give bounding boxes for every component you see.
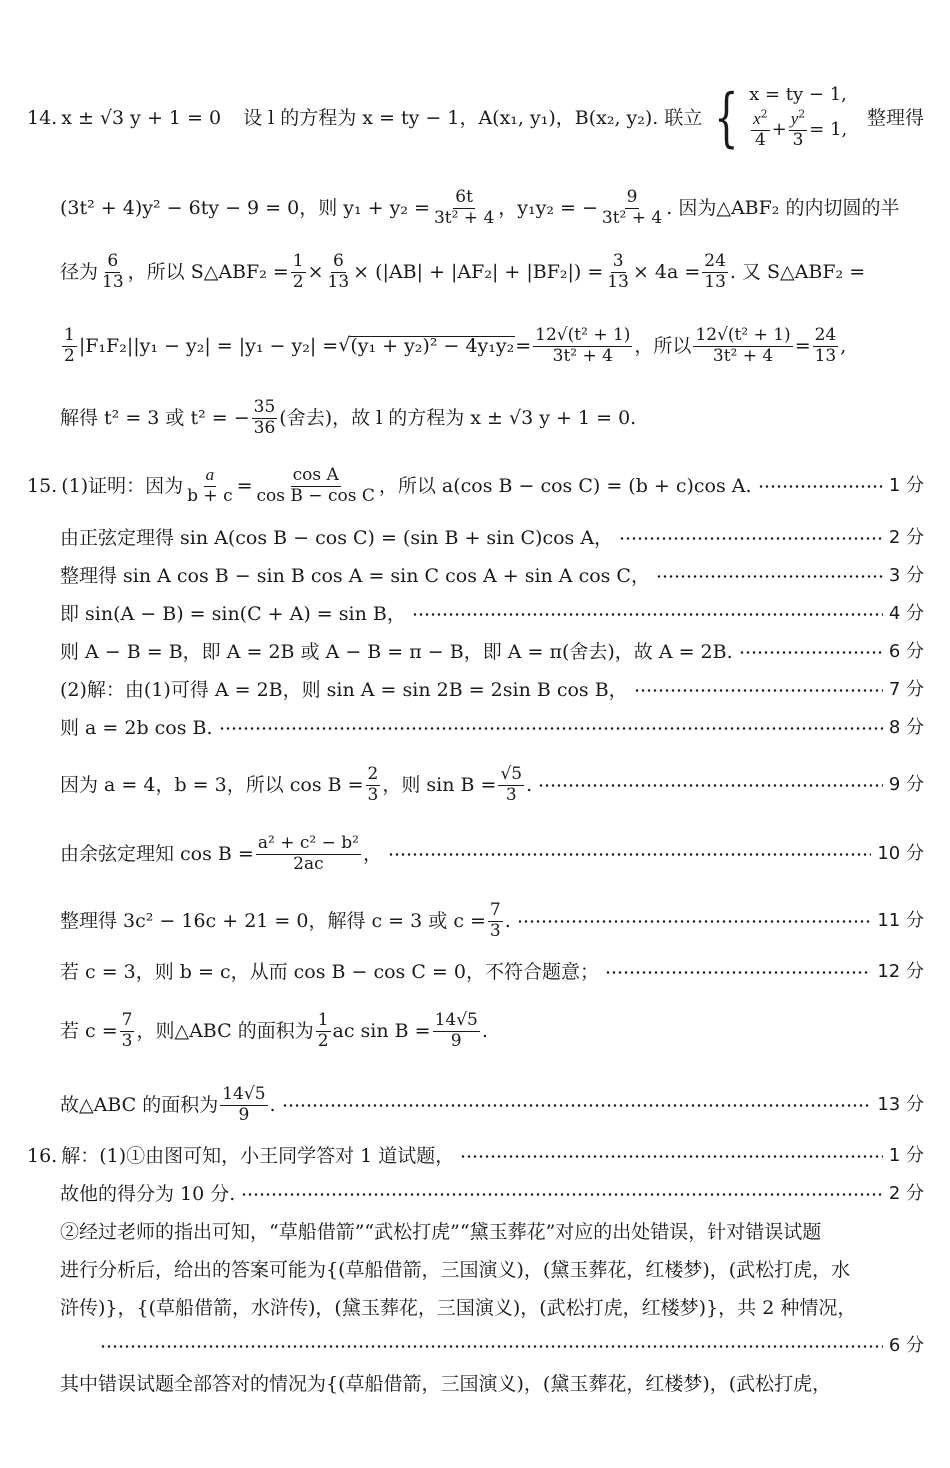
q15-cosine-rule-text: 由余弦定理知 cos B = (60, 842, 254, 865)
q14-setup-text: 设 l 的方程为 x = ty − 1，A(x₁, y₁)，B(x₂, y₂). 联立 (243, 106, 703, 129)
q15-number: 15. (27, 474, 58, 497)
score-label: 9 分 (888, 774, 924, 795)
leader-dots (460, 1155, 883, 1158)
q14-again-text: . 又 S△ABF₂ = (729, 260, 866, 283)
q15-eq-sign: = (236, 474, 253, 497)
score-label: 2 分 (888, 1183, 924, 1204)
q14-eq-sign: = (515, 334, 532, 357)
q16-line-4 (60, 1258, 924, 1282)
q14-so-text: ，所以 (634, 334, 692, 357)
q14-sum-text: (3t² + 4)y² − 6ty − 9 = 0，则 y₁ + y₂ = (60, 196, 430, 219)
q14-frac-y2-3: $\frac{y^2}{3}$ (790, 107, 806, 150)
q14-frac-9: $\frac{9}{\text{3t² + 4}}$ (601, 186, 663, 228)
q15-frac-14sqrt5-9b: $\frac{14√5}{9}$ (222, 1083, 266, 1125)
q15-rearrange-text: 整理得 sin A cos B − sin B cos A = sin C cos A + sin A cos C， (60, 564, 650, 587)
q14-product-text: ，y₁y₂ = − (498, 196, 598, 219)
q14-frac-3-13: $\frac{3}{13}$ (607, 250, 629, 292)
score-label: 6 分 (888, 1335, 924, 1356)
score-label: 6 分 (888, 641, 924, 662)
q15-if-c-text: 若 c = (60, 1019, 118, 1042)
score-label: 8 分 (888, 717, 924, 738)
q15-conclude-a2b-text: 则 A − B = B，即 A = 2B 或 A − B = π − B，即 A = π(舍去)，故 A = 2B. (60, 640, 733, 663)
q16-line-5 (60, 1296, 924, 1320)
q15-area-intro-text: ，则△ABC 的面积为 (136, 1019, 314, 1042)
q16-line-1 (27, 1144, 924, 1168)
q15-line-6 (60, 678, 924, 702)
score-label: 1 分 (888, 475, 924, 496)
q14-equation-system: { x = ty − 1, $\frac{x^2}{4}$ + $\frac{y^2}{3}$ = 1, (714, 81, 848, 155)
q15-frac-a-bc: $\frac{a}{b + c}$ (187, 465, 233, 506)
score-label: 7 分 (888, 679, 924, 700)
leader-dots (538, 784, 883, 787)
q14-line-4 (60, 322, 924, 370)
q15-reject-c3-text: 若 c = 3，则 b = c，从而 cos B − cos C = 0，不符合题意； (60, 960, 599, 983)
q15-frac-7-3: $\frac{7}{3}$ (489, 899, 501, 941)
q16-line-3 (60, 1220, 924, 1244)
q14-frac-12sqrt-b: $\frac{\text{12√(t² + 1)}}{\text{3t² + 4}}$ (695, 324, 791, 366)
q14-perimeter-text: × (|AB| + |AF₂| + |BF₂|) = (353, 260, 604, 283)
q15-period-4: . (269, 1093, 276, 1116)
score-label: 4 分 (888, 603, 924, 624)
q15-line-8 (60, 762, 924, 808)
q14-frac-6-13b: $\frac{6}{13}$ (327, 250, 350, 292)
leader-dots (388, 853, 871, 856)
q15-so-text: ，所以 a(cos B − cos C) = (b + c)cos A. (378, 474, 752, 497)
q14-line-5 (60, 396, 924, 440)
q14-frac-6t: $\frac{6t}{\text{3t² + 4}}$ (433, 186, 495, 228)
q14-eq-sign-2: = (794, 334, 811, 357)
leader-dots (100, 1345, 883, 1348)
q16-cases-text: 浒传)}，{(草船借箭，水浒传)，(黛玉葬花，三国演义)，(武松打虎，红楼梦)}，共 2 种情况， (60, 1296, 857, 1319)
q15-line-11 (60, 960, 924, 984)
q14-answer: x ± √3 y + 1 = 0 (61, 106, 222, 129)
q15-period-2: . (504, 909, 511, 932)
leader-dots (605, 971, 871, 974)
leader-dots (517, 920, 872, 923)
q14-frac-x2-4: $\frac{x^2}{4}$ (753, 107, 768, 150)
q16-line-6 (60, 1334, 924, 1358)
q15-line-3 (60, 564, 924, 588)
q15-frac-2-3: $\frac{2}{3}$ (367, 763, 379, 805)
q16-line-7 (60, 1372, 924, 1396)
q15-line-1 (27, 462, 924, 510)
leader-dots (634, 689, 883, 692)
q14-frac-6-13: $\frac{6}{13}$ (102, 250, 124, 292)
q14-line-2 (60, 186, 924, 230)
q15-line-7 (60, 716, 924, 740)
score-label: 13 分 (877, 1094, 924, 1115)
q14-system-eq2-tail: = 1, (809, 119, 848, 140)
leader-dots (739, 651, 883, 654)
q14-line-1 (27, 81, 924, 155)
q16-possible-answers-text: 进行分析后，给出的答案可能为{(草船借箭，三国演义)，(黛玉葬花，红楼梦)，(武松打虎，水 (60, 1258, 851, 1281)
left-brace-icon: { (714, 81, 739, 155)
q16-all-correct-text: 其中错误试题全部答对的情况为{(草船借箭，三国演义)，(黛玉葬花，红楼梦)，(武松打虎， (60, 1372, 832, 1395)
q14-radius-text: 径为 (60, 260, 99, 283)
q14-frac-24-13: $\frac{24}{13}$ (704, 250, 726, 292)
leader-dots (282, 1104, 872, 1107)
q15-sin-diff-text: 即 sin(A − B) = sin(C + A) = sin B， (60, 602, 406, 625)
q14-frac-12sqrt: $\frac{\text{12√(t² + 1)}}{\text{3t² + 4}}$ (535, 324, 631, 366)
q16-number: 16. (27, 1144, 58, 1167)
q15-line-10 (60, 898, 924, 944)
q15-sinB-text: ，则 sin B = (382, 773, 497, 796)
leader-dots (758, 485, 883, 488)
q14-solve-text: 解得 t² = 3 或 t² = − (60, 406, 250, 429)
q14-frac-24-13b: $\frac{24}{13}$ (814, 324, 837, 366)
leader-dots (412, 613, 883, 616)
q14-simplify-text: 整理得 (866, 106, 924, 129)
q15-line-13 (60, 1080, 924, 1130)
q14-frac-1-2: $\frac{1}{2}$ (292, 250, 304, 292)
q14-area-text: ，所以 S△ABF₂ = (127, 260, 289, 283)
q15-line-2 (60, 526, 924, 550)
q15-period-3: . (481, 1019, 488, 1042)
q16-teacher-note-text: ②经过老师的指出可知，“草船借箭”“武松打虎”“黛玉葬花”对应的出处错误，针对错误试题 (60, 1220, 822, 1243)
q15-sine-rule-text: 由正弦定理得 sin A(cos B − cos C) = (sin B + sin C)cos A， (60, 526, 614, 549)
q14-frac-35-36: $\frac{35}{36}$ (253, 396, 276, 438)
q14-line-3: 径为 $\frac{6}{13}$ ，所以 S△ABF₂ = $\frac{1}{2}$ × $\frac{6}{13}$ × (|AB| + |AF₂| + |BF₂|) = $\frac{3}{13}$ × 4a = $\frac{24}{13}$ . 又 S△ABF₂ = (60, 250, 866, 292)
leader-dots (619, 537, 883, 540)
q15-frac-1-2: $\frac{1}{2}$ (317, 1009, 329, 1051)
q15-area-formula-text: ac sin B = (332, 1019, 431, 1042)
q14-frac-1-2b: $\frac{1}{2}$ (64, 324, 75, 366)
q15-frac-14sqrt5-9: $\frac{14√5}{9}$ (434, 1009, 478, 1051)
q15-final-area-text: 故△ABC 的面积为 (60, 1093, 219, 1116)
q16-line-2 (60, 1182, 924, 1206)
q15-frac-sqrt5-3: $\frac{√5}{3}$ (500, 763, 523, 805)
q15-proof-text: (1)证明：因为 (61, 474, 184, 497)
q14-comma: , (840, 334, 847, 357)
q14-4a-text: × 4a = (632, 260, 701, 283)
q15-cosB-text: 因为 a = 4，b = 3，所以 cos B = (60, 773, 364, 796)
q14-abs-text: |F₁F₂||y₁ − y₂| = |y₁ − y₂| = (78, 334, 339, 357)
q15-comma: ， (362, 842, 382, 865)
q14-number: 14. (27, 106, 58, 129)
score-label: 1 分 (888, 1145, 924, 1166)
q15-line-9 (60, 826, 924, 882)
q15-line-12 (60, 1006, 924, 1056)
q14-sqrt-expression: √ (y₁ + y₂)² − 4y₁y₂ (338, 334, 515, 357)
q15-frac-cosine-rule: $\frac{\text{a² + c² − b²}}{2ac}$ (257, 832, 359, 874)
score-label: 10 分 (877, 843, 924, 864)
q15-a-2bcosB-text: 则 a = 2b cos B. (60, 716, 213, 739)
q16-score-text: 故他的得分为 10 分. (60, 1182, 236, 1205)
q14-incircle-text: . 因为△ABF₂ 的内切圆的半 (666, 196, 900, 219)
q15-frac-7-3b: $\frac{7}{3}$ (121, 1009, 133, 1051)
q16-part1-text: 解：(1)①由图可知，小王同学答对 1 道试题， (61, 1144, 455, 1167)
q14-system-eq1: x = ty − 1, (749, 84, 847, 106)
score-label: 2 分 (888, 527, 924, 548)
leader-dots (656, 575, 883, 578)
q15-line-5 (60, 640, 924, 664)
score-label: 11 分 (877, 910, 924, 931)
leader-dots (241, 1193, 883, 1196)
q15-period: . (526, 773, 533, 796)
q15-frac-cosA: $\frac{\text{cos A}}{\text{cos B − cos C}}$ (256, 464, 375, 506)
score-label: 12 分 (877, 961, 924, 982)
q15-quadratic-text: 整理得 3c² − 16c + 21 = 0，解得 c = 3 或 c = (60, 909, 486, 932)
q15-line-4 (60, 602, 924, 626)
score-label: 3 分 (888, 565, 924, 586)
q14-conclusion-text: (舍去)，故 l 的方程为 x ± √3 y + 1 = 0. (279, 406, 637, 429)
leader-dots (219, 727, 883, 730)
q15-part2-text: (2)解：由(1)可得 A = 2B，则 sin A = sin 2B = 2sin B cos B， (60, 678, 628, 701)
